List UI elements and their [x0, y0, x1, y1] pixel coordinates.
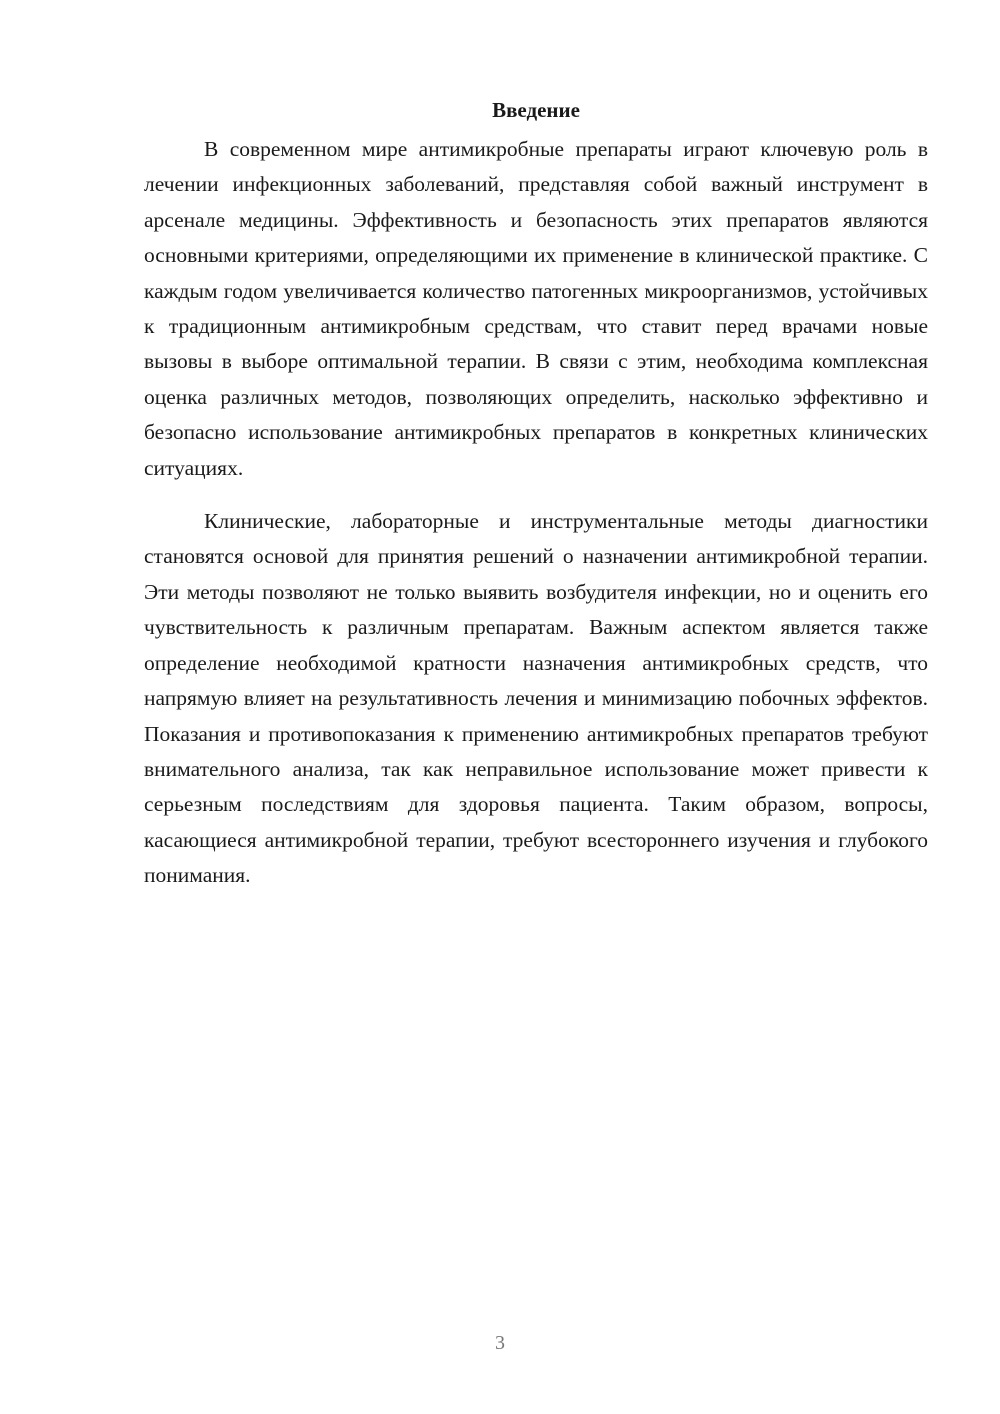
page-number: 3 — [495, 1332, 505, 1354]
document-page — [144, 92, 928, 894]
paragraph-1: В современном мире антимикробные препараты играют ключевую роль в лечении инфекционных заболеваний, представляя собой важный инструмент в арсенале медицины. Эффективность и безопасность этих препаратов являются основными критериями, определяющими их применение в клинической практике. С каждым годом увеличивается количество патогенных микроорганизмов, устойчивых к традиционным антимикробным средствам, что ставит перед врачами новые вызовы в выборе оптимальной терапии. В связи с этим, необходима комплексная оценка различных методов, позволяющих определить, насколько эффективно и безопасно использование антимикробных препаратов в конкретных клинических ситуациях. — [144, 137, 928, 480]
section-title: Введение — [492, 98, 580, 122]
paragraph-2: Клинические, лабораторные и инструментальные методы диагностики становятся основой для принятия решений о назначении антимикробной терапии. Эти методы позволяют не только выявить возбудителя инфекции, но и оценить его чувствительность к различным препаратам. Важным аспектом является также определение необходимой кратности назначения антимикробных средств, что напрямую влияет на результативность лечения и минимизацию побочных эффектов. Показания и противопоказания к применению антимикробных препаратов требуют внимательного анализа, так как неправильное использование может привести к серьезным последствиям для здоровья пациента. Таким образом, вопросы, касающиеся антимикробной терапии, требуют всестороннего изучения и глубокого понимания. — [144, 509, 928, 888]
